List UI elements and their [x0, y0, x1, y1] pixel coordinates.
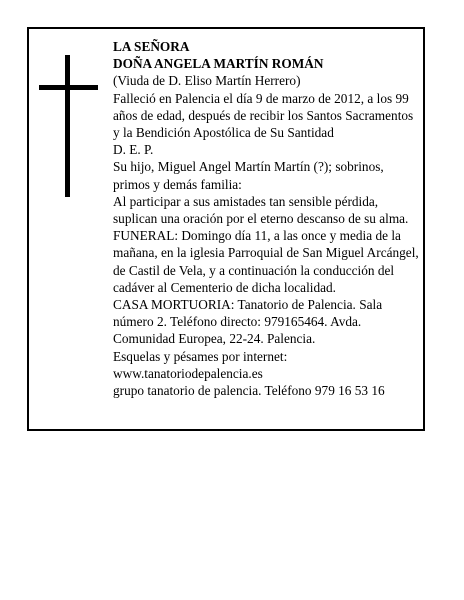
cross-icon-vertical-bar — [65, 55, 70, 197]
death-statement: Falleció en Palencia el día 9 de marzo de 2012, a los 99 años de edad, después de recibir los Santos Sacramentos y la Bendición Apostólica de Su Santidad — [113, 90, 414, 141]
rip-line: D. E. P. — [113, 142, 154, 158]
widow-of-line: (Viuda de D. Eliso Martín Herrero) — [113, 73, 301, 89]
cross-icon-horizontal-bar — [39, 85, 98, 90]
website-text: www.tanatoriodepalencia.es — [113, 365, 263, 381]
internet-label: Esquelas y pésames por internet: — [113, 348, 288, 364]
mortuary-info: CASA MORTUORIA: Tanatorio de Palencia. Sala número 2. Teléfono directo: 979165464. Avda. Comunidad Europea, 22-24. Palencia. — [113, 297, 383, 347]
prayer-request: Al participar a sus amistades tan sensible pérdida, suplican una oración por el eterno descanso de su alma. — [113, 193, 409, 227]
deceased-name: DOÑA ANGELA MARTÍN ROMÁN — [113, 56, 324, 72]
notice-title: LA SEÑORA — [113, 39, 190, 54]
obituary-text — [113, 38, 419, 399]
footer-contact: grupo tanatorio de palencia. Teléfono 979 16 53 16 — [113, 383, 385, 399]
funeral-info: FUNERAL: Domingo día 11, a las once y media de la mañana, en la iglesia Parroquial de San Miguel Arcángel, de Castil de Vela, y a continuación la conducción del cadáver al Cementerio de dicha localidad. — [113, 228, 419, 295]
family-line: Su hijo, Miguel Angel Martín Martín (?); sobrinos, primos y demás familia: — [113, 159, 384, 192]
